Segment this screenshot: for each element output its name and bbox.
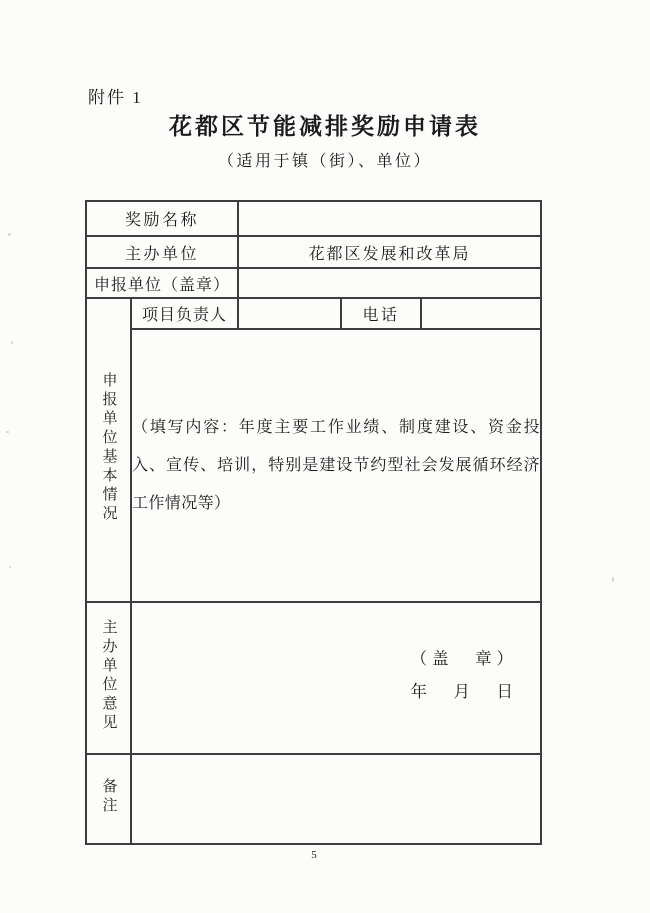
row-basic-info-content <box>86 329 541 602</box>
remarks-label-cell <box>86 754 131 844</box>
scan-speck <box>11 341 13 344</box>
project-leader-value-cell <box>238 298 341 329</box>
scan-speck <box>9 566 11 568</box>
host-opinion-label-cell <box>86 602 131 754</box>
page-number: 5 <box>311 849 317 861</box>
host-opinion-content-cell <box>131 602 541 754</box>
host-opinion-label: 主办单位意见 <box>100 618 117 733</box>
phone-value-cell <box>421 298 541 329</box>
row-applicant-unit <box>86 268 541 298</box>
seal-hint: （盖 章） <box>410 649 519 668</box>
page-title: 花都区节能减排奖励申请表 <box>169 114 481 139</box>
scan-speck <box>612 577 614 582</box>
host-unit-value: 花都区发展和改革局 <box>238 236 541 268</box>
row-host-opinion <box>86 602 541 754</box>
award-name-label: 奖励名称 <box>86 201 238 236</box>
attachment-label: 附件 1 <box>88 88 143 107</box>
page-subtitle: （适用于镇（街）、单位） <box>217 153 432 170</box>
application-form-table <box>85 200 542 845</box>
row-project-leader <box>86 298 541 329</box>
remarks-value-cell <box>131 754 541 844</box>
phone-label: 电话 <box>341 298 421 329</box>
host-unit-label: 主办单位 <box>86 236 238 268</box>
project-leader-label: 项目负责人 <box>131 298 238 329</box>
scan-speck <box>8 233 11 236</box>
basic-info-section-cell <box>86 298 131 602</box>
remarks-label: 备注 <box>100 777 117 816</box>
basic-info-content-cell: （填写内容：年度主要工作业绩、制度建设、资金投入、宣传、培训，特别是建设节约型社会发展循环经济工作情况等） <box>131 329 541 602</box>
row-host-unit <box>86 236 541 268</box>
award-name-value-cell <box>238 201 541 236</box>
basic-info-label: 申报单位基本情况 <box>100 371 117 524</box>
applicant-unit-label: 申报单位（盖章） <box>86 268 238 298</box>
row-remarks <box>86 754 541 844</box>
scan-speck <box>6 431 9 433</box>
applicant-unit-value-cell <box>238 268 541 298</box>
date-hint: 年 月 日 <box>410 682 519 701</box>
row-award-name <box>86 201 541 236</box>
